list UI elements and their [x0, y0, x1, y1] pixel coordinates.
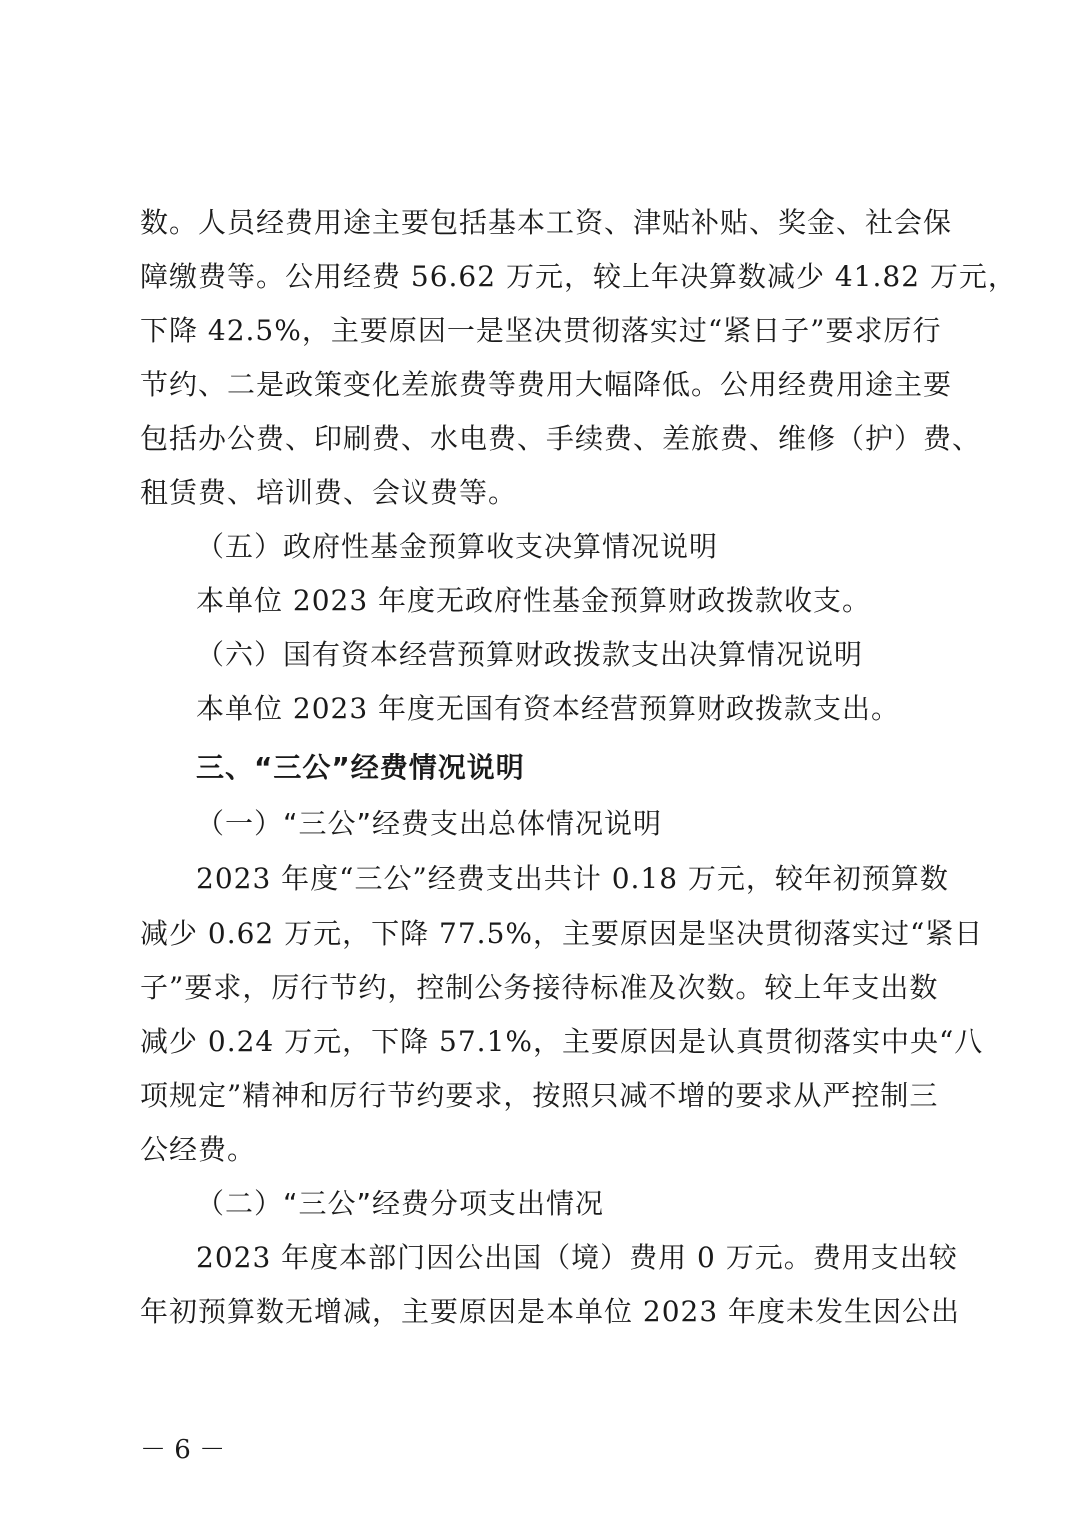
body-text-line: 子”要求，厉行节约，控制公务接待标准及次数。较上年支出数 [140, 971, 939, 1004]
body-text-line: 障缴费等。公用经费 56.62 万元，较上年决算数减少 41.82 万元， [140, 260, 1017, 293]
body-text-line: 下降 42.5%，主要原因一是坚决贯彻落实过“紧日子”要求厉行 [140, 314, 942, 347]
page-number: － 6 － [140, 1435, 226, 1465]
body-text-line: 年初预算数无增减，主要原因是本单位 2023 年度未发生因公出 [140, 1295, 961, 1328]
body-text-line: 租赁费、培训费、会议费等。 [140, 476, 518, 509]
body-text-line: 数。人员经费用途主要包括基本工资、津贴补贴、奖金、社会保 [140, 206, 953, 239]
body-text-line: 节约、二是政策变化差旅费等费用大幅降低。公用经费用途主要 [140, 368, 953, 401]
body-text-line: 本单位 2023 年度无政府性基金预算财政拨款收支。 [196, 584, 872, 617]
body-text-line: 本单位 2023 年度无国有资本经营预算财政拨款支出。 [196, 692, 901, 725]
section-heading-6: （六）国有资本经营预算财政拨款支出决算情况说明 [196, 638, 864, 671]
chapter-heading-3: 三、“三公”经费情况说明 [196, 751, 525, 784]
section-heading-5: （五）政府性基金预算收支决算情况说明 [196, 530, 719, 563]
body-text-line: 包括办公费、印刷费、水电费、手续费、差旅费、维修（护）费、 [140, 422, 982, 455]
subsection-heading-1: （一）“三公”经费支出总体情况说明 [196, 807, 663, 840]
subsection-heading-2: （二）“三公”经费分项支出情况 [196, 1187, 605, 1220]
body-text-line: 项规定”精神和厉行节约要求，按照只减不增的要求从严控制三 [140, 1079, 939, 1112]
body-text-line: 2023 年度本部门因公出国（境）费用 0 万元。费用支出较 [196, 1241, 958, 1274]
body-text-line: 公经费。 [140, 1133, 257, 1166]
body-text-line: 减少 0.62 万元，下降 77.5%，主要原因是坚决贯彻落实过“紧日 [140, 917, 984, 950]
body-text-line: 2023 年度“三公”经费支出共计 0.18 万元，较年初预算数 [196, 862, 949, 895]
body-text-line: 减少 0.24 万元，下降 57.1%，主要原因是认真贯彻落实中央“八 [140, 1025, 984, 1058]
